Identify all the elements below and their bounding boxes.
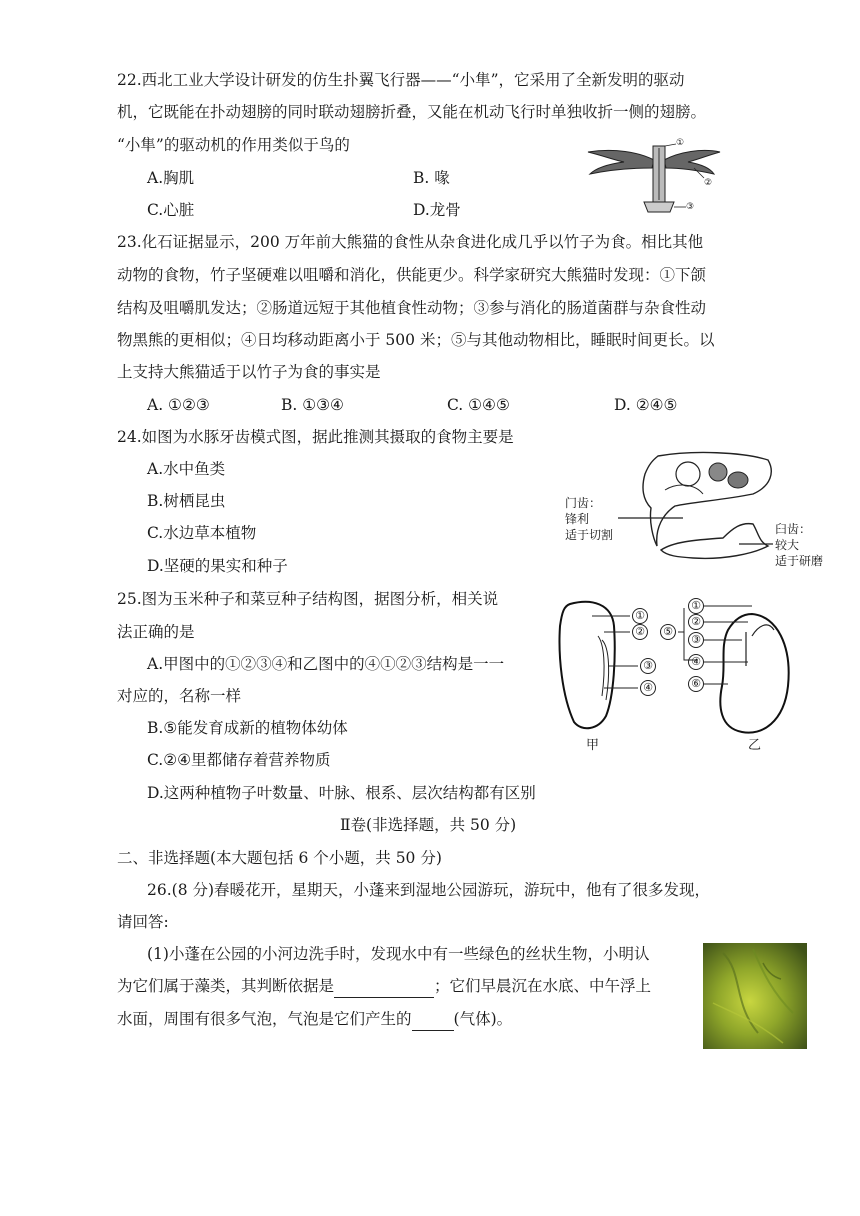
- q23-option-a: A. ①②③: [147, 396, 210, 414]
- q24-incisor-label-3: 适于切割: [565, 528, 614, 542]
- q24-option-a: A.水中鱼类: [147, 460, 226, 478]
- q25-yi-label-1: ①: [688, 598, 704, 614]
- q26-green-algae-photo: [703, 943, 807, 1049]
- q25-stem-line1: 25.图为玉米种子和菜豆种子结构图，据图分析，相关说: [117, 590, 499, 608]
- q22-stem-line1: 22.西北工业大学设计研发的仿生扑翼飞行器——“小隼”，它采用了全新发明的驱动: [117, 71, 685, 89]
- q26-part1-line1: (1)小蓬在公园的小河边洗手时，发现水中有一些绿色的丝状生物，小明认: [147, 945, 650, 963]
- q22-option-c: C.心脏: [147, 201, 195, 219]
- q25-jia-caption: 甲: [586, 738, 600, 753]
- q23-stem-line3: 结构及咀嚼肌发达；②肠道远短于其他植食性动物；③参与消化的肠道菌群与杂食性动: [117, 299, 707, 317]
- q22-stem-line2: 机，它既能在扑动翅膀的同时联动翅膀折叠，又能在机动飞行时单独收折一侧的翅膀。: [117, 103, 707, 121]
- q23-option-d: D. ②④⑤: [614, 396, 678, 414]
- q25-jia-label-1: ①: [632, 608, 648, 624]
- q26-answer-blank-2[interactable]: [412, 1008, 454, 1031]
- q25-yi-label-5: ⑤: [660, 624, 676, 640]
- q24-stem: 24.如图为水豚牙齿模式图，据此推测其摄取的食物主要是: [117, 428, 514, 446]
- q26-part1-line2-text-b: ；它们早晨沉在水底、中午浮上: [434, 977, 652, 995]
- q25-jia-label-4: ④: [640, 680, 656, 696]
- q25-option-b: B.⑤能发育成新的植物体幼体: [147, 719, 348, 737]
- q22-flapping-wing-figure: [584, 138, 734, 218]
- q25-yi-label-3: ③: [688, 632, 704, 648]
- q24-capybara-skull-figure: [563, 450, 843, 575]
- q23-stem-line1: 23.化石证据显示，200 万年前大熊猫的食性从杂食进化成几乎以竹子为食。相比其他: [117, 233, 704, 251]
- q22-fig-label-1: ①: [676, 138, 685, 148]
- q26-part1-line3-text-a: 水面，周围有很多气泡，气泡是它们产生的: [117, 1010, 412, 1028]
- q22-fig-label-3: ③: [686, 202, 695, 212]
- q26-part1-line2-text-a: 为它们属于藻类，其判断依据是: [117, 977, 335, 995]
- q24-option-c: C.水边草本植物: [147, 524, 257, 542]
- q24-option-b: B.树栖昆虫: [147, 492, 226, 510]
- q24-molar-label-1: 臼齿：: [775, 522, 812, 536]
- q25-jia-label-2: ②: [632, 624, 648, 640]
- q23-option-b: B. ①③④: [281, 396, 344, 414]
- q25-yi-label-6: ⑥: [688, 676, 704, 692]
- q25-option-d: D.这两种植物子叶数量、叶脉、根系、层次结构都有区别: [147, 784, 536, 802]
- q25-option-a-line1: A.甲图中的①②③④和乙图中的④①②③结构是一一: [147, 655, 505, 673]
- q25-jia-label-3: ③: [640, 658, 656, 674]
- q26-part1-line3-text-b: (气体)。: [453, 1010, 513, 1028]
- q25-stem-line2: 法正确的是: [117, 623, 195, 641]
- q26-stem-line2: 请回答:: [117, 913, 169, 931]
- q23-stem-line4: 物黑熊的更相似；④日均移动距离小于 500 米；⑤与其他动物相比，睡眠时间更长。以: [117, 331, 715, 349]
- part2-title: Ⅱ卷(非选择题，共 50 分): [340, 816, 517, 834]
- q22-option-d: D.龙骨: [413, 201, 461, 219]
- q23-stem-line2: 动物的食物，竹子坚硬难以咀嚼和消化，供能更少。科学家研究大熊猫时发现：①下颌: [117, 266, 707, 284]
- q26-answer-blank-1[interactable]: [334, 975, 434, 998]
- q25-option-c: C.②④里都储存着营养物质: [147, 751, 331, 769]
- q22-option-a: A.胸肌: [147, 169, 195, 187]
- q25-yi-label-4: ④: [688, 654, 704, 670]
- q23-option-c: C. ①④⑤: [447, 396, 510, 414]
- q25-yi-caption: 乙: [748, 738, 762, 753]
- q26-stem-line1: 26.(8 分)春暖花开，星期天，小蓬来到湿地公园游玩，游玩中，他有了很多发现，: [147, 881, 711, 899]
- q22-option-b: B. 喙: [413, 169, 450, 187]
- section-heading: 二、非选择题(本大题包括 6 个小题，共 50 分): [117, 849, 442, 867]
- q24-incisor-label-2: 锋利: [565, 512, 590, 526]
- q24-molar-label-3: 适于研磨: [775, 554, 824, 568]
- q25-seed-structure-figure: [552, 596, 812, 756]
- q24-incisor-label-1: 门齿：: [565, 496, 602, 510]
- q25-option-a-line2: 对应的，名称一样: [117, 687, 242, 705]
- q26-part1-line3: [117, 1008, 512, 1031]
- q22-fig-label-2: ②: [704, 178, 713, 188]
- q25-yi-label-2: ②: [688, 614, 704, 630]
- q26-part1-line2: [117, 975, 651, 998]
- q23-stem-line5: 上支持大熊猫适于以竹子为食的事实是: [117, 363, 381, 381]
- q24-molar-label-2: 较大: [775, 538, 800, 552]
- q24-option-d: D.坚硬的果实和种子: [147, 557, 288, 575]
- q22-stem-line3: “小隼”的驱动机的作用类似于鸟的: [117, 136, 350, 154]
